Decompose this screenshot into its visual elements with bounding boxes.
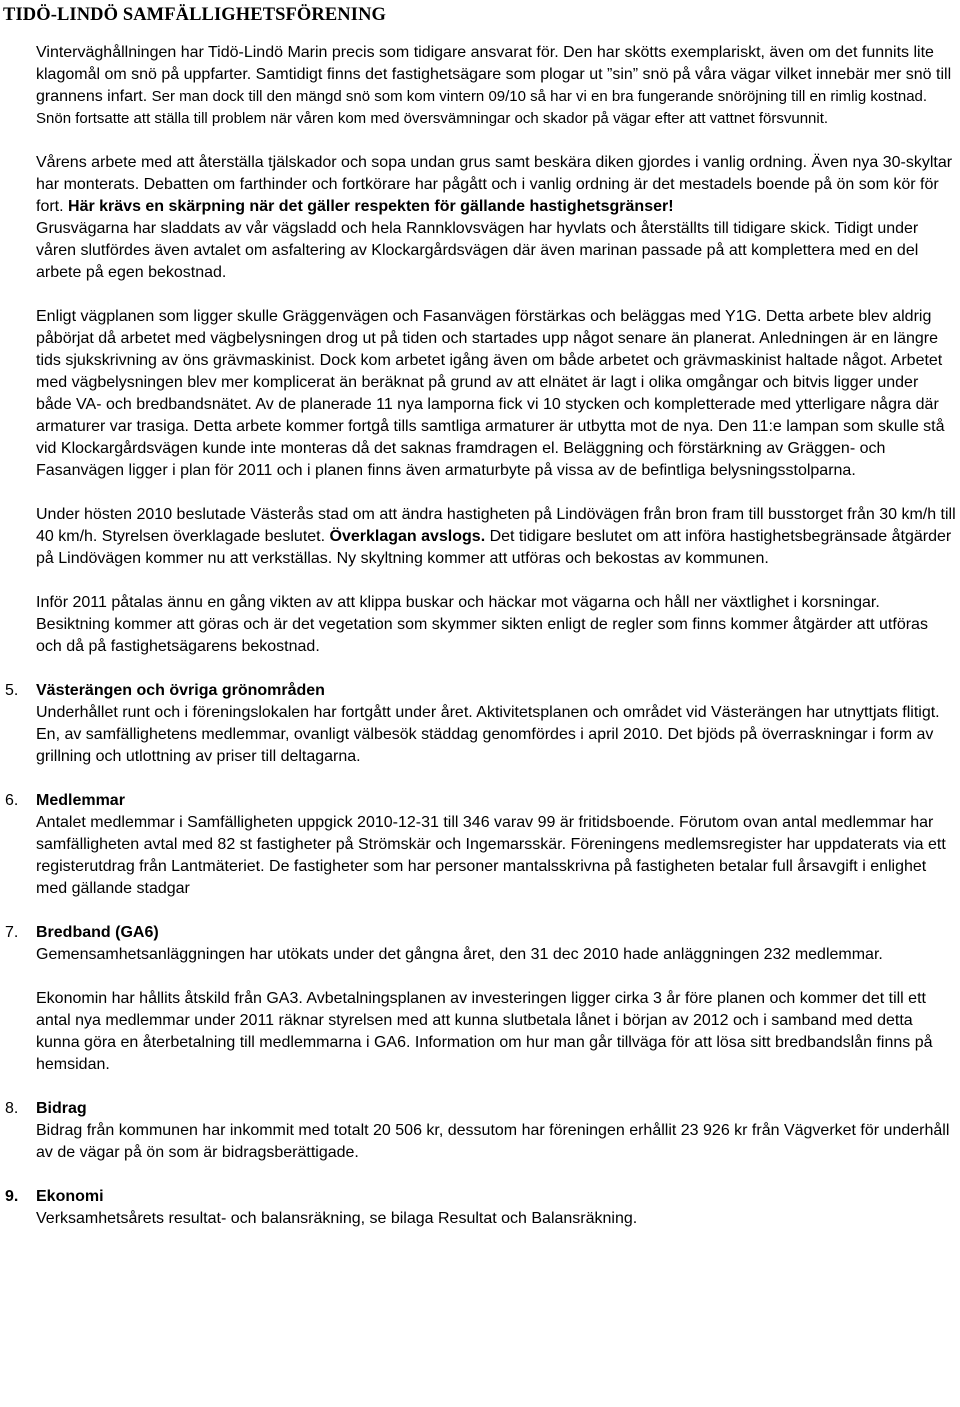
section-number: 5. [5, 682, 19, 699]
paragraph-winter-maintenance [36, 42, 956, 130]
section-title: Bredband (GA6) [36, 924, 159, 941]
section-number: 6. [5, 792, 19, 809]
paragraph-gap [36, 570, 956, 592]
paragraph-vegetation: Inför 2011 påtalas ännu en gång vikten av att klippa buskar och häckar mot vägarna och håll ner växtlighet i korsningar. Besiktning kommer att göras och är det vegetation som skymmer sikten enligt de regler som finns kommer åtgärder att utföras och då på fastighetsägarens bekostnad. [36, 594, 928, 655]
paragraph-text: Under hösten 2010 beslutade Västerås stad om att ändra hastigheten på Lindövägen från bron fram till busstorget från 30 km/h till 40 km/h. Styrelsen överklagade beslutet. [36, 506, 956, 545]
section-number: 8. [5, 1100, 19, 1117]
paragraph-gap [36, 1164, 956, 1186]
paragraph-text: Vårens arbete med att återställa tjälskador och sopa undan grus samt beskära diken gjordes i vanlig ordning. Även nya 30-skyltar har monterats. Debatten om farthinder och fortkörare har pågått och i vanlig ordning är det mestadels boende på ön som kör för fort. [36, 154, 953, 215]
paragraph-text: Ser man dock till den mängd snö som kom vintern 09/10 så har vi en bra fungerande snöröjning till en rimlig kostnad. Snön fortsatte att ställa till problem när våren kom med översvämningar och skador på vägar efter att vattnet försvunnit. [36, 88, 928, 127]
paragraph-gravel-roads: Grusvägarna har sladdats av vår vägsladd och hela Rannklovsvägen har hyvlats och återställts till tidigare skick. Tidigt under våren slutfördes även avtalet om asfaltering av Klockargårdsvägen där även marinan passade på att komplettera med en del arbete på egen bekostnad. [36, 220, 919, 281]
emphasis-speed-limits: Här krävs en skärpning när det gäller respekten för gällande hastighetsgränser! [68, 198, 674, 215]
paragraph-spring-work [36, 152, 956, 218]
section-title: Västerängen och övriga grönområden [36, 682, 325, 699]
paragraph-gap [36, 482, 956, 504]
section-paragraph: Gemensamhetsanläggningen har utökats under det gångna året, den 31 dec 2010 hade anläggningen 232 medlemmar. [36, 946, 883, 963]
paragraph-speed-decision [36, 504, 956, 570]
section-number: 9. [5, 1188, 19, 1205]
section-members [5, 790, 956, 900]
section-paragraph: Bidrag från kommunen har inkommit med totalt 20 506 kr, dessutom har föreningen erhållit 23 926 kr från Vägverket för underhåll av de vägar på ön som är bidragsberättigade. [36, 1122, 950, 1161]
section-paragraph: Antalet medlemmar i Samfälligheten uppgick 2010-12-31 till 346 varav 99 är fritidsboende. Förutom ovan antal medlemmar har samfälligheten avtal med 82 st fastigheter på Strömskär och Ingemarsskär. Föreningens medlemsregister har uppdaterats via ett registerutdrag från Lantmäteriet. De fastigheter som har personer mantalsskrivna på fastigheten betalar full årsavgift i enlighet med gällande stadgar [36, 814, 946, 897]
page-header-title: TIDÖ-LINDÖ SAMFÄLLIGHETSFÖRENING [3, 5, 387, 25]
section-economy [5, 1186, 956, 1230]
paragraph-gap [36, 284, 956, 306]
section-paragraph: Verksamhetsårets resultat- och balansräkning, se bilaga Resultat och Balansräkning. [36, 1210, 638, 1227]
section-title: Ekonomi [36, 1188, 104, 1205]
section-grants [5, 1098, 956, 1164]
section-number: 7. [5, 924, 19, 941]
paragraph-gap [36, 768, 956, 790]
paragraph-text: Vinterväghållningen har Tidö-Lindö Marin precis som tidigare ansvarat för. Den har skötts exemplariskt, även om det funnits lite klagomål om snö på uppfarter. Samtidigt finns det fastighetsägare som plogar ut ”sin” snö på våra vägar vilket innebär mer snö till grannens infart. [36, 44, 952, 105]
section-green-areas [5, 680, 956, 768]
paragraph-gap [36, 130, 956, 152]
section-paragraph: Underhållet runt och i föreningslokalen har fortgått under året. Aktivitetsplanen och området vid Västerängen har utnyttjats flitigt. En, av samfällighetens medlemmar, ovanligt välbesök städdag genomfördes i april 2010. Det bjöds på överraskningar i form av grillning och utlottning av priser till deltagarna. [36, 704, 940, 765]
paragraph-gap [36, 1076, 956, 1098]
document-body [5, 42, 956, 1230]
paragraph-text: Det tidigare beslutet om att införa hastighetsbegränsade åtgärder på Lindövägen kommer nu att verkställas. Ny skyltning kommer att utföras och bekostas av kommunen. [36, 528, 952, 567]
section-title: Medlemmar [36, 792, 125, 809]
paragraph-gap [36, 900, 956, 922]
paragraph-gap [36, 658, 956, 680]
section-paragraph: Ekonomin har hållits åtskild från GA3. Avbetalningsplanen av investeringen ligger cirka 3 år före planen och kommer det till ett antal nya medlemmar under 2011 räknar styrelsen med att kunna slutbetala lånet i början av 2012 och i samband med detta kunna göra en återbetalning till medlemmarna i GA6. Information om hur man går tillväga för att lösa sitt bredbandslån finns på hemsidan. [36, 990, 933, 1073]
paragraph-road-plan: Enligt vägplanen som ligger skulle Gräggenvägen och Fasanvägen förstärkas och beläggas med Y1G. Detta arbete blev aldrig påbörjat då arbetet med vägbelysningen drog ut på tiden och startades upp något senare än planerat. Anledningen är en längre tids sjukskrivning av öns grävmaskinist. Dock kom arbetet igång även om både arbetet och grävmaskinist haltade något. Arbetet med vägbelysningen blev mer komplicerat än beräknat på grund av att elnätet är lagt i olika omgångar och bitvis ligger under både VA- och bredbandsnätet. Av de planerade 11 nya lamporna fick vi 10 stycken och kompletterade med ytterligare några där armaturer var trasiga. Detta arbete kommer fortgå tills samtliga armaturer är utbytta mot de nya. Den 11:e lampan som skulle stå vid Klockargårdsvägen kunde inte monteras då det saknas framdragen el. Beläggning och förstärkning av Gräggen- och Fasanvägen ligger i plan för 2011 och i planen finns även armaturbyte på vissa av de befintliga belysningsstolparna. [36, 308, 945, 479]
emphasis-appeal-rejected: Överklagan avslogs. [329, 528, 486, 545]
section-broadband [5, 922, 956, 1076]
paragraph-gap [36, 966, 956, 988]
section-title: Bidrag [36, 1100, 87, 1117]
